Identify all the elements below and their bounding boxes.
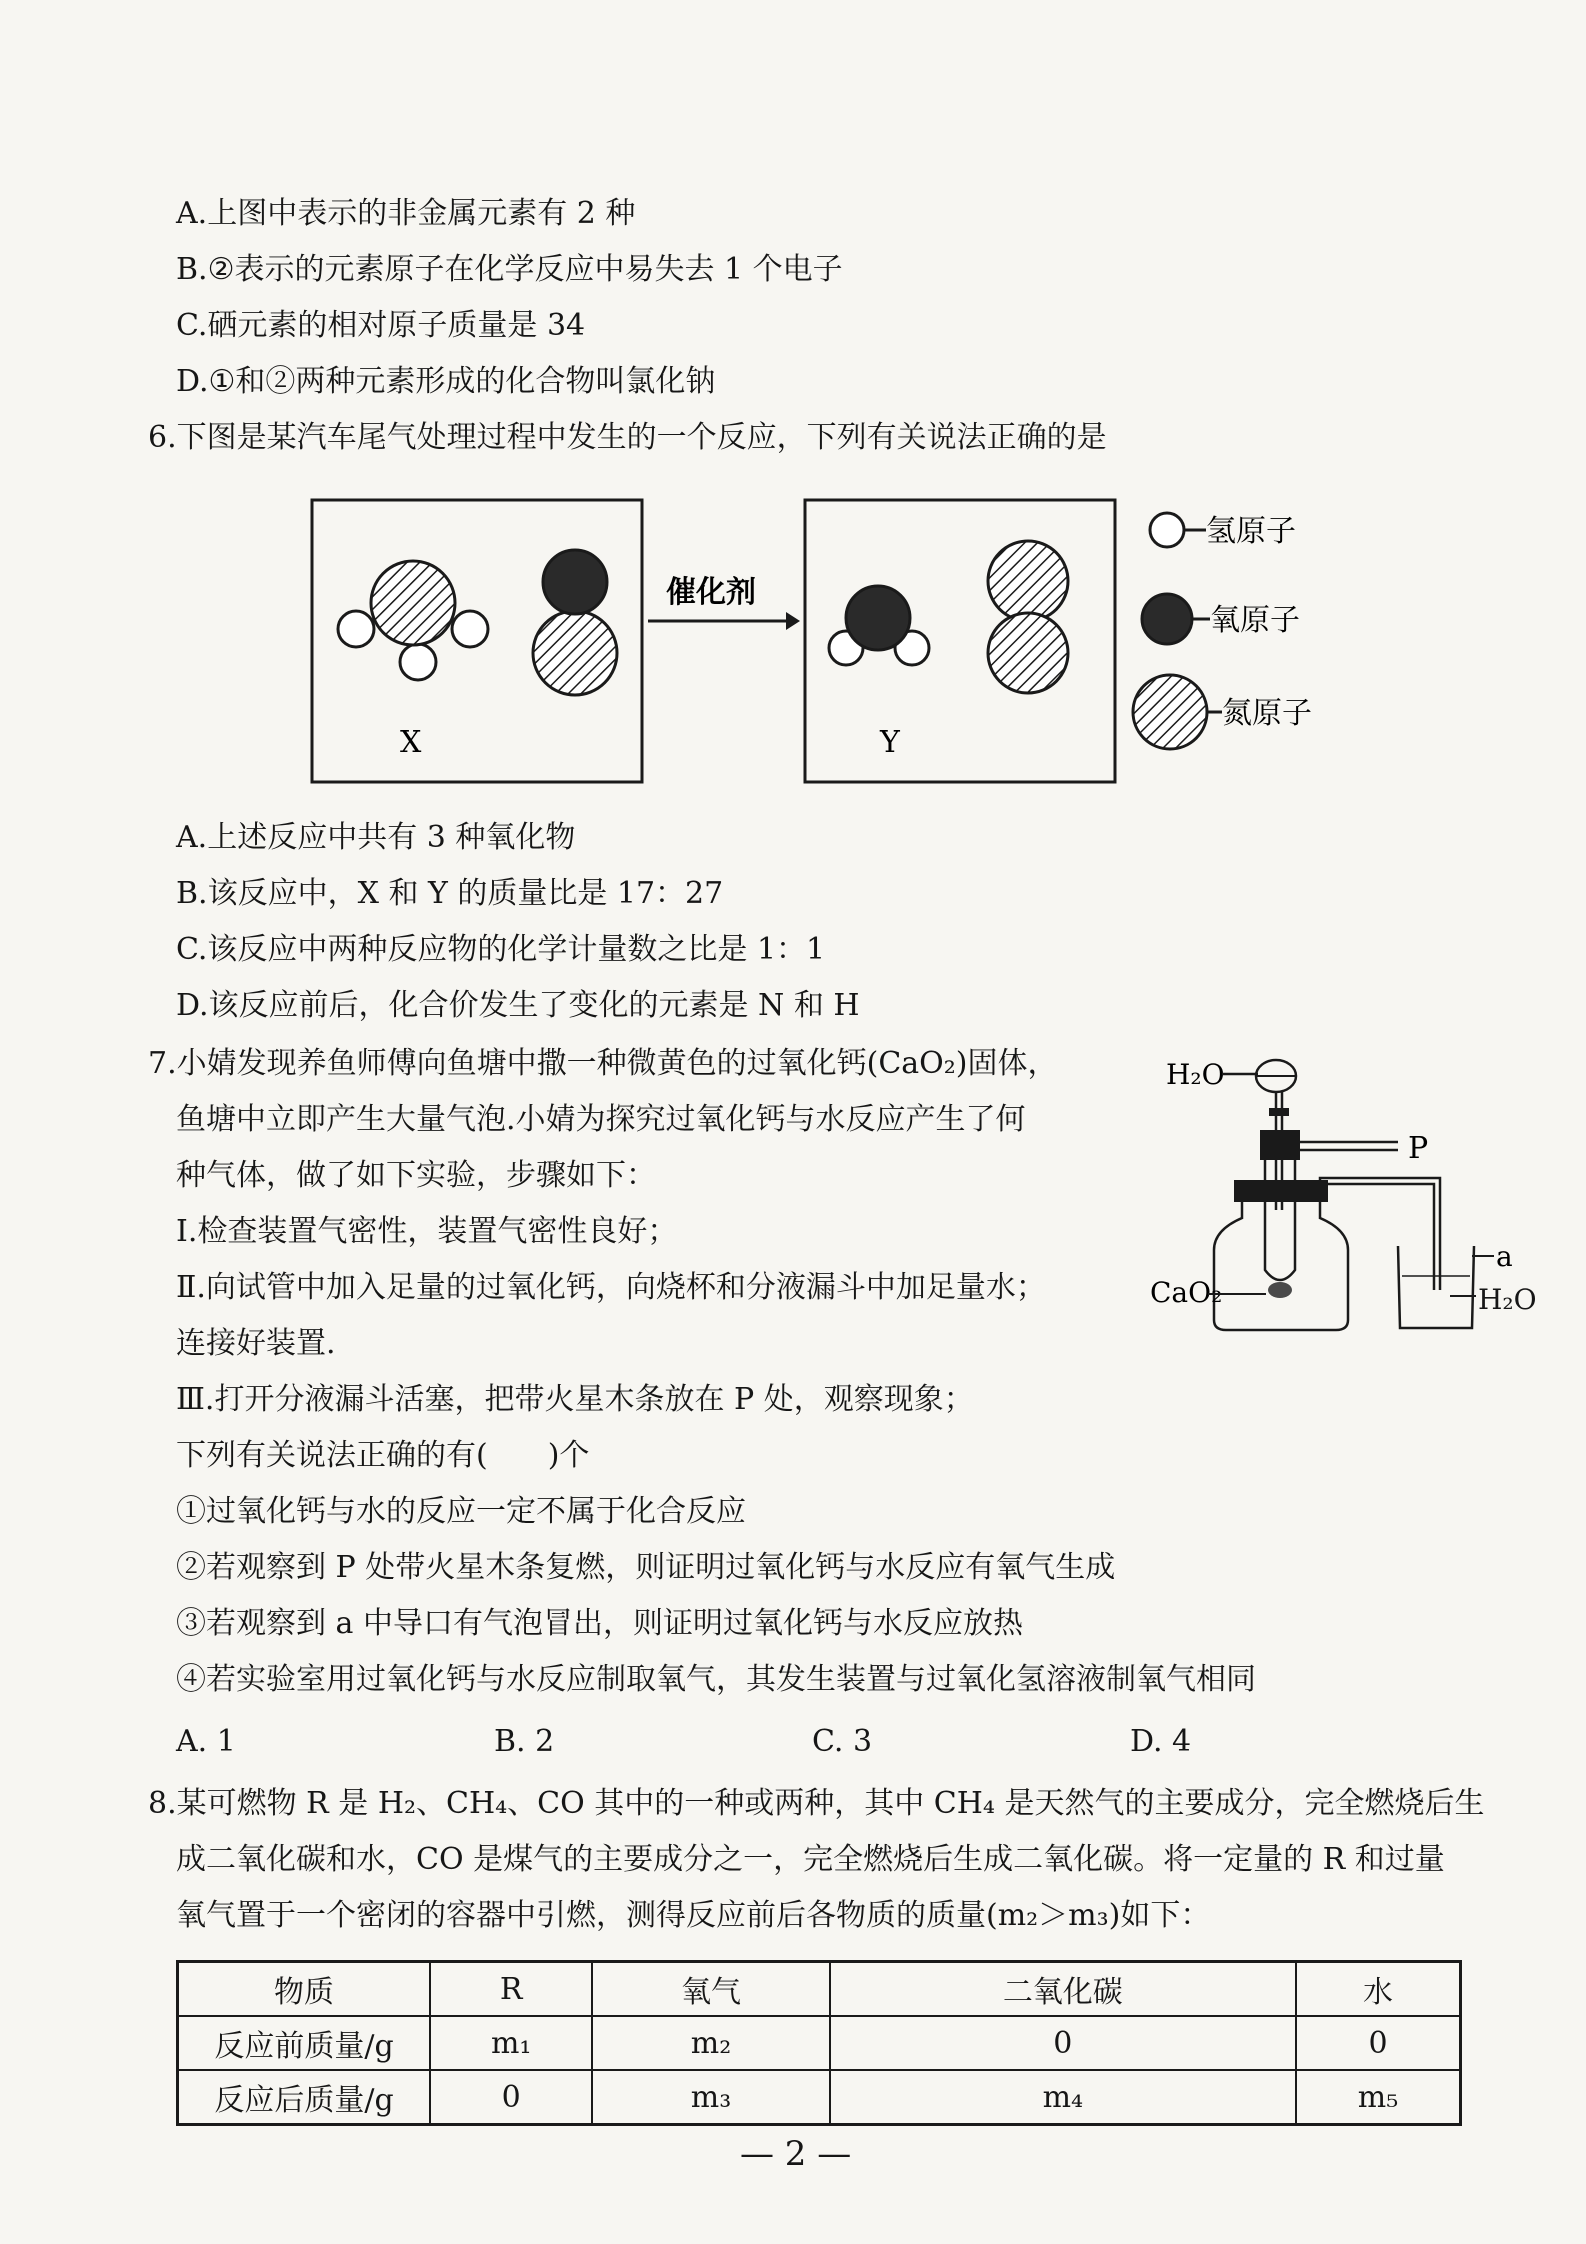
hydrogen-atom [400, 644, 436, 680]
legend-nitrogen-icon [1133, 675, 1207, 749]
solid-label: CaO₂ [1150, 1276, 1223, 1309]
q7-stem-line-2: 鱼塘中立即产生大量气泡.小婧为探究过氧化钙与水反应产生了何 [176, 1102, 1026, 1137]
q7-statement-1: ①过氧化钙与水的反应一定不属于化合反应 [176, 1494, 746, 1529]
nitrogen-atom [371, 561, 455, 645]
q7-step-3: Ⅲ.打开分液漏斗活塞，把带火星木条放在 P 处，观察现象； [176, 1382, 974, 1417]
product-label: Y [880, 725, 900, 760]
page-number: — 2 — [740, 2134, 852, 2174]
table-cell: 反应后质量/g [178, 2070, 431, 2125]
legend-oxygen-icon [1142, 594, 1192, 644]
q7-statement-4: ④若实验室用过氧化钙与水反应制取氧气，其发生装置与过氧化氢溶液制氧气相同 [176, 1662, 1256, 1697]
q6-option-d: D.该反应前后，化合价发生了变化的元素是 N 和 H [176, 988, 860, 1023]
table-header-cell: R [430, 1962, 592, 2017]
oxygen-atom [846, 586, 910, 650]
tube-label: a [1496, 1240, 1513, 1273]
table-row [178, 2016, 1461, 2070]
q6-option-a: A.上述反应中共有 3 种氧化物 [176, 820, 576, 855]
q7-statement-2: ②若观察到 P 处带火星木条复燃，则证明过氧化钙与水反应有氧气生成 [176, 1550, 1116, 1585]
q7-step-1: Ⅰ.检查装置气密性，装置气密性良好； [176, 1214, 678, 1249]
q7-step-2: Ⅱ.向试管中加入足量的过氧化钙，向烧杯和分液漏斗中加足量水； [176, 1270, 1046, 1305]
hydrogen-atom [338, 611, 374, 647]
stopper [1260, 1130, 1300, 1160]
reaction-diagram [300, 490, 1400, 800]
legend-hydrogen-icon [1150, 513, 1184, 547]
q7-stem-line-3: 种气体，做了如下实验，步骤如下： [176, 1158, 656, 1193]
table-row [178, 2070, 1461, 2125]
q7-step-2-cont: 连接好装置. [176, 1326, 336, 1361]
beaker [1398, 1246, 1474, 1328]
table-header-row [178, 1962, 1461, 2017]
q8-stem-line-3: 氧气置于一个密闭的容器中引燃，测得反应前后各物质的质量(m₂＞m₃)如下： [176, 1898, 1211, 1933]
table-cell: m₂ [592, 2016, 829, 2070]
apparatus-diagram [1150, 1050, 1513, 1340]
q6-option-c: C.该反应中两种反应物的化学计量数之比是 1：1 [176, 932, 826, 967]
q7-choice-d: D. 4 [1130, 1724, 1192, 1759]
wide-bottle [1214, 1202, 1348, 1330]
q5-option-a: A.上图中表示的非金属元素有 2 种 [176, 196, 636, 231]
table-header-cell: 二氧化碳 [830, 1962, 1297, 2017]
connecting-tube [1320, 1178, 1440, 1290]
funnel-stopcock [1269, 1108, 1289, 1116]
q7-choice-c: C. 3 [812, 1724, 873, 1759]
table-cell: m₄ [830, 2070, 1297, 2125]
table-cell: 0 [1296, 2016, 1460, 2070]
q6-option-b: B.该反应中，X 和 Y 的质量比是 17：27 [176, 876, 724, 911]
q7-statement-3: ③若观察到 a 中导口有气泡冒出，则证明过氧化钙与水反应放热 [176, 1606, 1023, 1641]
reactant-label: X [400, 725, 422, 760]
hydrogen-atom [452, 611, 488, 647]
table-header-cell: 氧气 [592, 1962, 829, 2017]
legend-hydrogen-label: 氢原子 [1206, 514, 1296, 549]
q5-option-b: B.②表示的元素原子在化学反应中易失去 1 个电子 [176, 252, 843, 287]
catalyst-label: 催化剂 [666, 575, 756, 610]
q8-stem-line-2: 成二氧化碳和水，CO 是煤气的主要成分之一，完全燃烧后生成二氧化碳。将一定量的 R 和过量 [176, 1842, 1445, 1877]
legend-oxygen-label: 氧原子 [1210, 603, 1300, 638]
bottle-stopper [1234, 1180, 1328, 1202]
table-header-cell: 物质 [178, 1962, 431, 2017]
water-label-top: H₂O [1166, 1058, 1225, 1091]
nitrogen-atom [533, 611, 617, 695]
nitrogen-atom [988, 613, 1068, 693]
oxygen-atom [543, 550, 607, 614]
outlet-label: P [1408, 1131, 1429, 1166]
q7-question: 下列有关说法正确的有( )个 [176, 1438, 590, 1473]
q8-stem-line-1: 8.某可燃物 R 是 H₂、CH₄、CO 其中的一种或两种，其中 CH₄ 是天然气的主要成分，完全燃烧后生 [148, 1786, 1485, 1821]
table-cell: 0 [830, 2016, 1297, 2070]
beaker-water-label: H₂O [1478, 1283, 1537, 1316]
q7-stem-line-1: 7.小婧发现养鱼师傅向鱼塘中撒一种微黄色的过氧化钙(CaO₂)固体， [148, 1046, 1058, 1081]
cao2-solid [1268, 1282, 1292, 1298]
table-cell: 0 [430, 2070, 592, 2125]
q5-option-d: D.①和②两种元素形成的化合物叫氯化钠 [176, 364, 716, 399]
nitrogen-atom [988, 541, 1068, 621]
table-header-cell: 水 [1296, 1962, 1460, 2017]
table-cell: m₅ [1296, 2070, 1460, 2125]
q7-choice-b: B. 2 [494, 1724, 555, 1759]
q7-choice-a: A. 1 [176, 1724, 236, 1759]
table-cell: m₃ [592, 2070, 829, 2125]
table-cell: m₁ [430, 2016, 592, 2070]
legend-nitrogen-label: 氮原子 [1222, 696, 1312, 731]
table-cell: 反应前质量/g [178, 2016, 431, 2070]
q5-option-c: C.硒元素的相对原子质量是 34 [176, 308, 586, 343]
test-tube [1265, 1160, 1295, 1280]
q6-stem: 6.下图是某汽车尾气处理过程中发生的一个反应，下列有关说法正确的是 [148, 420, 1107, 455]
mass-table [176, 1960, 1462, 2126]
